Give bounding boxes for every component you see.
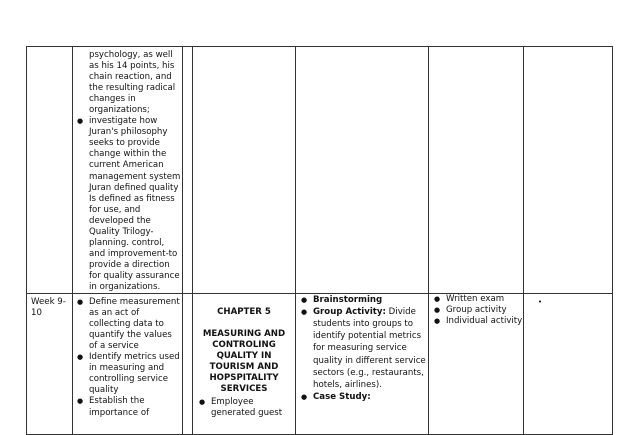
extra-cell: [524, 47, 613, 294]
table-row: [27, 294, 613, 435]
gap-cell: [183, 47, 193, 294]
assessment-cell: [429, 294, 524, 435]
gap-cell: [183, 294, 193, 435]
week-label: Week 9-10: [31, 297, 66, 319]
activity-text: Divide students into groups to identify potential metrics for measuring service quality in different service sectors (e.g., restaurants, hotels, airlines).: [313, 307, 426, 390]
list-item: ● Written exam: [429, 294, 523, 305]
list-item: ● Identify metrics used in measuring and controlling service quality: [73, 352, 182, 396]
activities-cell: [296, 294, 429, 435]
list-item: [296, 306, 428, 391]
syllabus-table: [26, 46, 613, 435]
list-item: [296, 294, 428, 306]
assessment-cell: [429, 47, 524, 294]
list-item: ● investigate how Juran's philosophy seeks to provide change within the current American management system Juran defined quality Is defined as fitness for use, and developed the Quality Trilogy- planning. control, and improvement-to provide a direction for quality assurance in organizations.: [73, 116, 182, 293]
week-cell: [27, 47, 73, 294]
content-list: [195, 397, 293, 419]
table-row: [27, 47, 613, 294]
activity-label: Group Activity:: [313, 307, 386, 318]
objective-continued-text: psychology, as well as his 14 points, his chain reaction, and the resulting radical changes in organizations;: [89, 50, 176, 116]
objectives-cell: [73, 47, 183, 294]
chapter-title: MEASURING AND CONTROLING QUALITY IN TOURISM AND HOPSPITALITY SERVICES: [202, 329, 286, 395]
list-item: ● Establish the importance of: [73, 396, 182, 418]
activity-label: Brainstorming: [313, 295, 383, 306]
activity-label: Case Study:: [313, 391, 371, 402]
list-item: ● Group activity: [429, 305, 523, 316]
chapter-label: CHAPTER 5: [217, 307, 271, 318]
week-cell: [27, 294, 73, 435]
content-cell: [193, 47, 296, 294]
list-item: ● Employee generated guest: [195, 397, 293, 419]
extra-cell: [524, 294, 613, 435]
objectives-cell: [73, 294, 183, 435]
objectives-list: [73, 116, 182, 293]
objectives-list: [73, 294, 182, 419]
activities-list: [296, 294, 428, 403]
content-cell: [193, 294, 296, 435]
activities-cell: [296, 47, 429, 294]
list-item: [296, 391, 428, 403]
bullet-icon: •: [538, 298, 543, 307]
list-item: ● Individual activity: [429, 316, 523, 327]
list-item: ● Define measurement as an act of collecting data to quantify the values of a service: [73, 297, 182, 352]
assessment-list: [429, 294, 523, 327]
